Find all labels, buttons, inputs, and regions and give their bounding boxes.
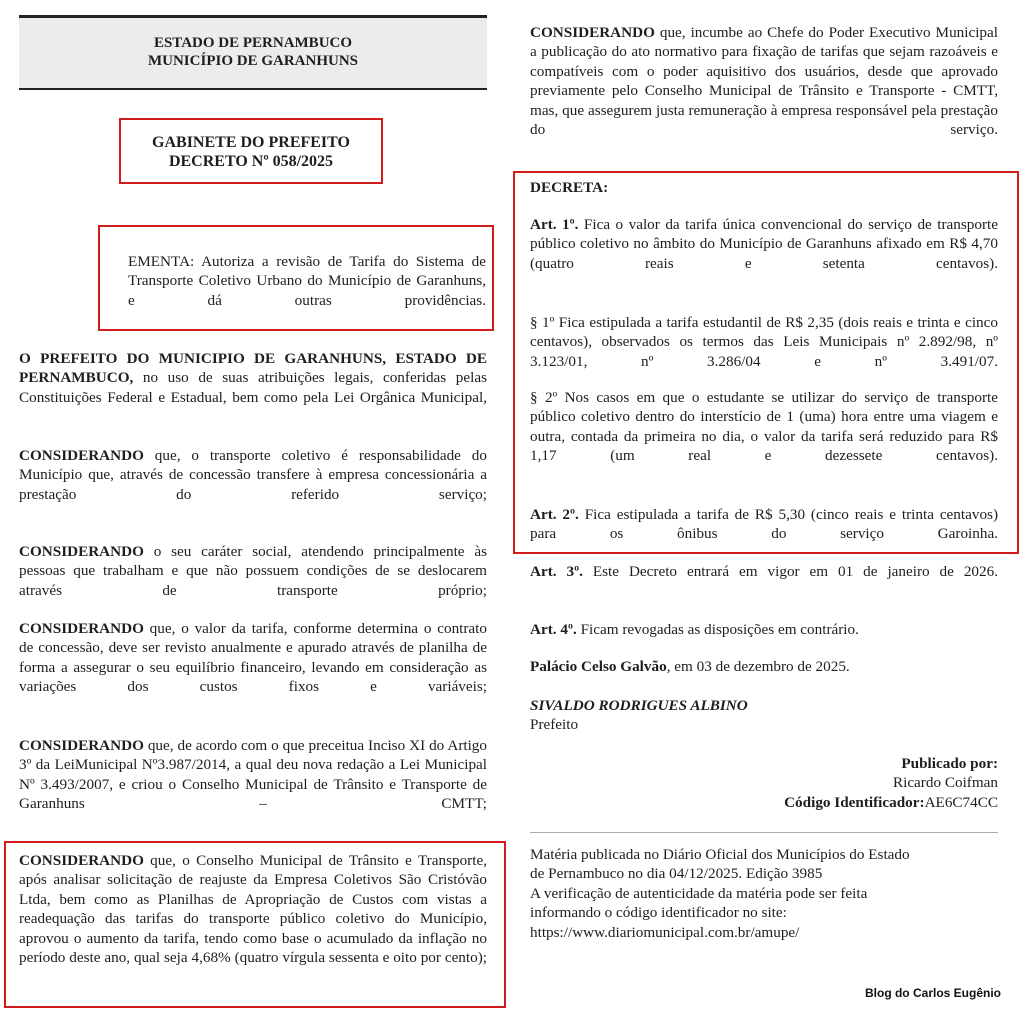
considerando-lead: CONSIDERANDO: [19, 447, 144, 464]
footer-divider: [530, 832, 998, 833]
considerando-6: [530, 23, 998, 159]
preamble-lead: O PREFEITO DO MUNICIPIO DE GARANHUNS, ESTADO DE PERNAMBUCO,: [19, 350, 487, 387]
considerando-lead: CONSIDERANDO: [19, 737, 144, 754]
decreta-heading: DECRETA:: [530, 179, 609, 196]
office-name: GABINETE DO PREFEITO: [152, 134, 350, 151]
published-by-label: Publicado por:: [901, 755, 998, 772]
considerando-1: [19, 446, 487, 524]
ementa: EMENTA: Autoriza a revisão de Tarifa do Sistema de Transporte Coletivo Urbano do Município de Garanhuns, e dá outras providências.: [128, 253, 486, 309]
article-text: Ficam revogadas as disposições em contrário.: [576, 621, 859, 638]
decree-number: DECRETO Nº 058/2025: [168, 153, 334, 170]
article-2: [530, 505, 998, 563]
signature-block: [530, 696, 998, 735]
verification-url[interactable]: https://www.diariomunicipal.com.br/amupe/: [530, 923, 800, 941]
document-header: [19, 15, 487, 90]
considerando-lead: CONSIDERANDO: [530, 24, 655, 41]
blog-watermark: Blog do Carlos Eugênio: [864, 986, 1001, 1000]
palace-name: Palácio Celso Galvão: [530, 658, 667, 675]
article-text: Este Decreto entrará em vigor em 01 de janeiro de 2026.: [582, 563, 998, 580]
considerando-lead: CONSIDERANDO: [19, 852, 144, 869]
footer-line: de Pernambuco no dia 04/12/2025. Edição 3985: [530, 865, 823, 883]
preamble-text: no uso de suas atribuições legais, conferidas pelas Constituições Federal e Estadual, bem como pela Lei Orgânica Municipal,: [19, 369, 487, 406]
considerando-text: que, incumbe ao Chefe do Poder Executivo Municipal a publicação do ato normativo para fixação de tarifas que sejam razoáveis e compatíveis com o poder aquisitivo dos usuários, desde que aprovado previamente pelo Conselho Municipal de Trânsito e Transporte - CMTT, mas, que assegurem justa remuneração à empresa responsável pela prestação do serviço.: [530, 24, 998, 139]
date-text: , em 03 de dezembro de 2025.: [666, 658, 850, 675]
considerando-lead: CONSIDERANDO: [19, 543, 144, 560]
considerando-2: [19, 542, 487, 620]
footer-line: informando o código identificador no site:: [530, 904, 787, 922]
considerando-text: que, o Conselho Municipal de Trânsito e Transporte, após analisar solicitação de reajuste da Empresa Coletivos São Cristóvão Ltda, bem como as Planilhas de Apropriação de Custos com vistas a readequação das tarifas do transporte público coletivo do Município, aprovou o aumento da tarifa, tendo como base o acumulado da inflação no período deste ano, qual seja 4,68% (quatro vírgula sessenta e oito por cento);: [19, 852, 487, 967]
place-date: [530, 657, 998, 676]
article-lead: Art. 3º.: [530, 563, 583, 580]
considerando-4: [19, 736, 487, 833]
article-lead: Art. 4º.: [530, 621, 577, 638]
paragraph-1: § 1º Fica estipulada a tarifa estudantil de R$ 2,35 (dois reais e trinta e cinco centavos), observados os termos das Leis Municipais nº 2.892/98, nº 3.123/01, nº 3.286/04 e nº 3.491/07.: [530, 314, 998, 370]
article-4: [530, 620, 998, 639]
considerando-3: [19, 619, 487, 716]
signer-name: SIVALDO RODRIGUES ALBINO: [530, 697, 748, 714]
municipality-name: MUNICÍPIO DE GARANHUNS: [147, 53, 358, 69]
article-lead: Art. 2º.: [530, 506, 579, 523]
footer-line: Matéria publicada no Diário Oficial dos Municípios do Estado: [530, 846, 910, 863]
publication-block: [530, 754, 998, 812]
publication-footer: [530, 845, 998, 942]
considerando-lead: CONSIDERANDO: [19, 620, 144, 637]
considerando-text: que, o valor da tarifa, conforme determina o contrato de concessão, deve ser revisto anualmente e apurado através de planilha de forma a assegurar o seu equilíbrio financeiro, levando em consideração as variações dos custos fixos e variáveis;: [19, 620, 487, 696]
article-text: Fica estipulada a tarifa de R$ 5,30 (cinco reais e trinta centavos) para os ônibus do serviço Garoinha.: [530, 506, 999, 543]
state-name: ESTADO DE PERNAMBUCO: [153, 35, 353, 51]
considerando-text: que, de acordo com o que preceitua Inciso XI do Artigo 3º da LeiMunicipal Nº3.987/2014, a qual deu nova redação a Lei Municipal Nº 3.493/2007, e criou o Conselho Municipal de Trânsito e Transporte de Garanhuns – CMTT;: [19, 737, 487, 813]
decree-title: [119, 118, 383, 199]
considerando-text: que, o transporte coletivo é responsabilidade do Município que, através de concessão transfere à empresa concessionária a prestação do referido serviço;: [19, 447, 487, 503]
paragraph-2: § 2º Nos casos em que o estudante se utilizar do serviço de transporte público coletivo dentro do interstício de 1 (uma) hora entre uma viagem e outra, contada da primeira no dia, o valor da tarifa será reduzido para R$ 1,17 (um real e dezessete centavos).: [530, 389, 998, 465]
article-1: [530, 215, 998, 293]
identifier-code: [530, 793, 998, 812]
publisher-name: Ricardo Coifman: [892, 774, 998, 792]
footer-line: A verificação de autenticidade da matéria pode ser feita: [530, 884, 868, 902]
article-3: [530, 562, 998, 601]
considerando-5: [19, 851, 487, 987]
article-text: Fica o valor da tarifa única convencional do serviço de transporte público coletivo no âmbito do Município de Garanhuns afixado em R$ 4,70 (quatro reais e setenta centavos).: [530, 216, 999, 272]
code-label: Código Identificador:: [784, 793, 925, 811]
article-lead: Art. 1º.: [530, 216, 579, 233]
signer-role: Prefeito: [530, 716, 579, 734]
code-value: AE6C74CC: [924, 793, 998, 811]
considerando-text: o seu caráter social, atendendo principalmente às pessoas que trabalham e que não possuem condições de se deslocarem através de transporte próprio;: [19, 543, 487, 599]
preamble: [19, 349, 487, 427]
